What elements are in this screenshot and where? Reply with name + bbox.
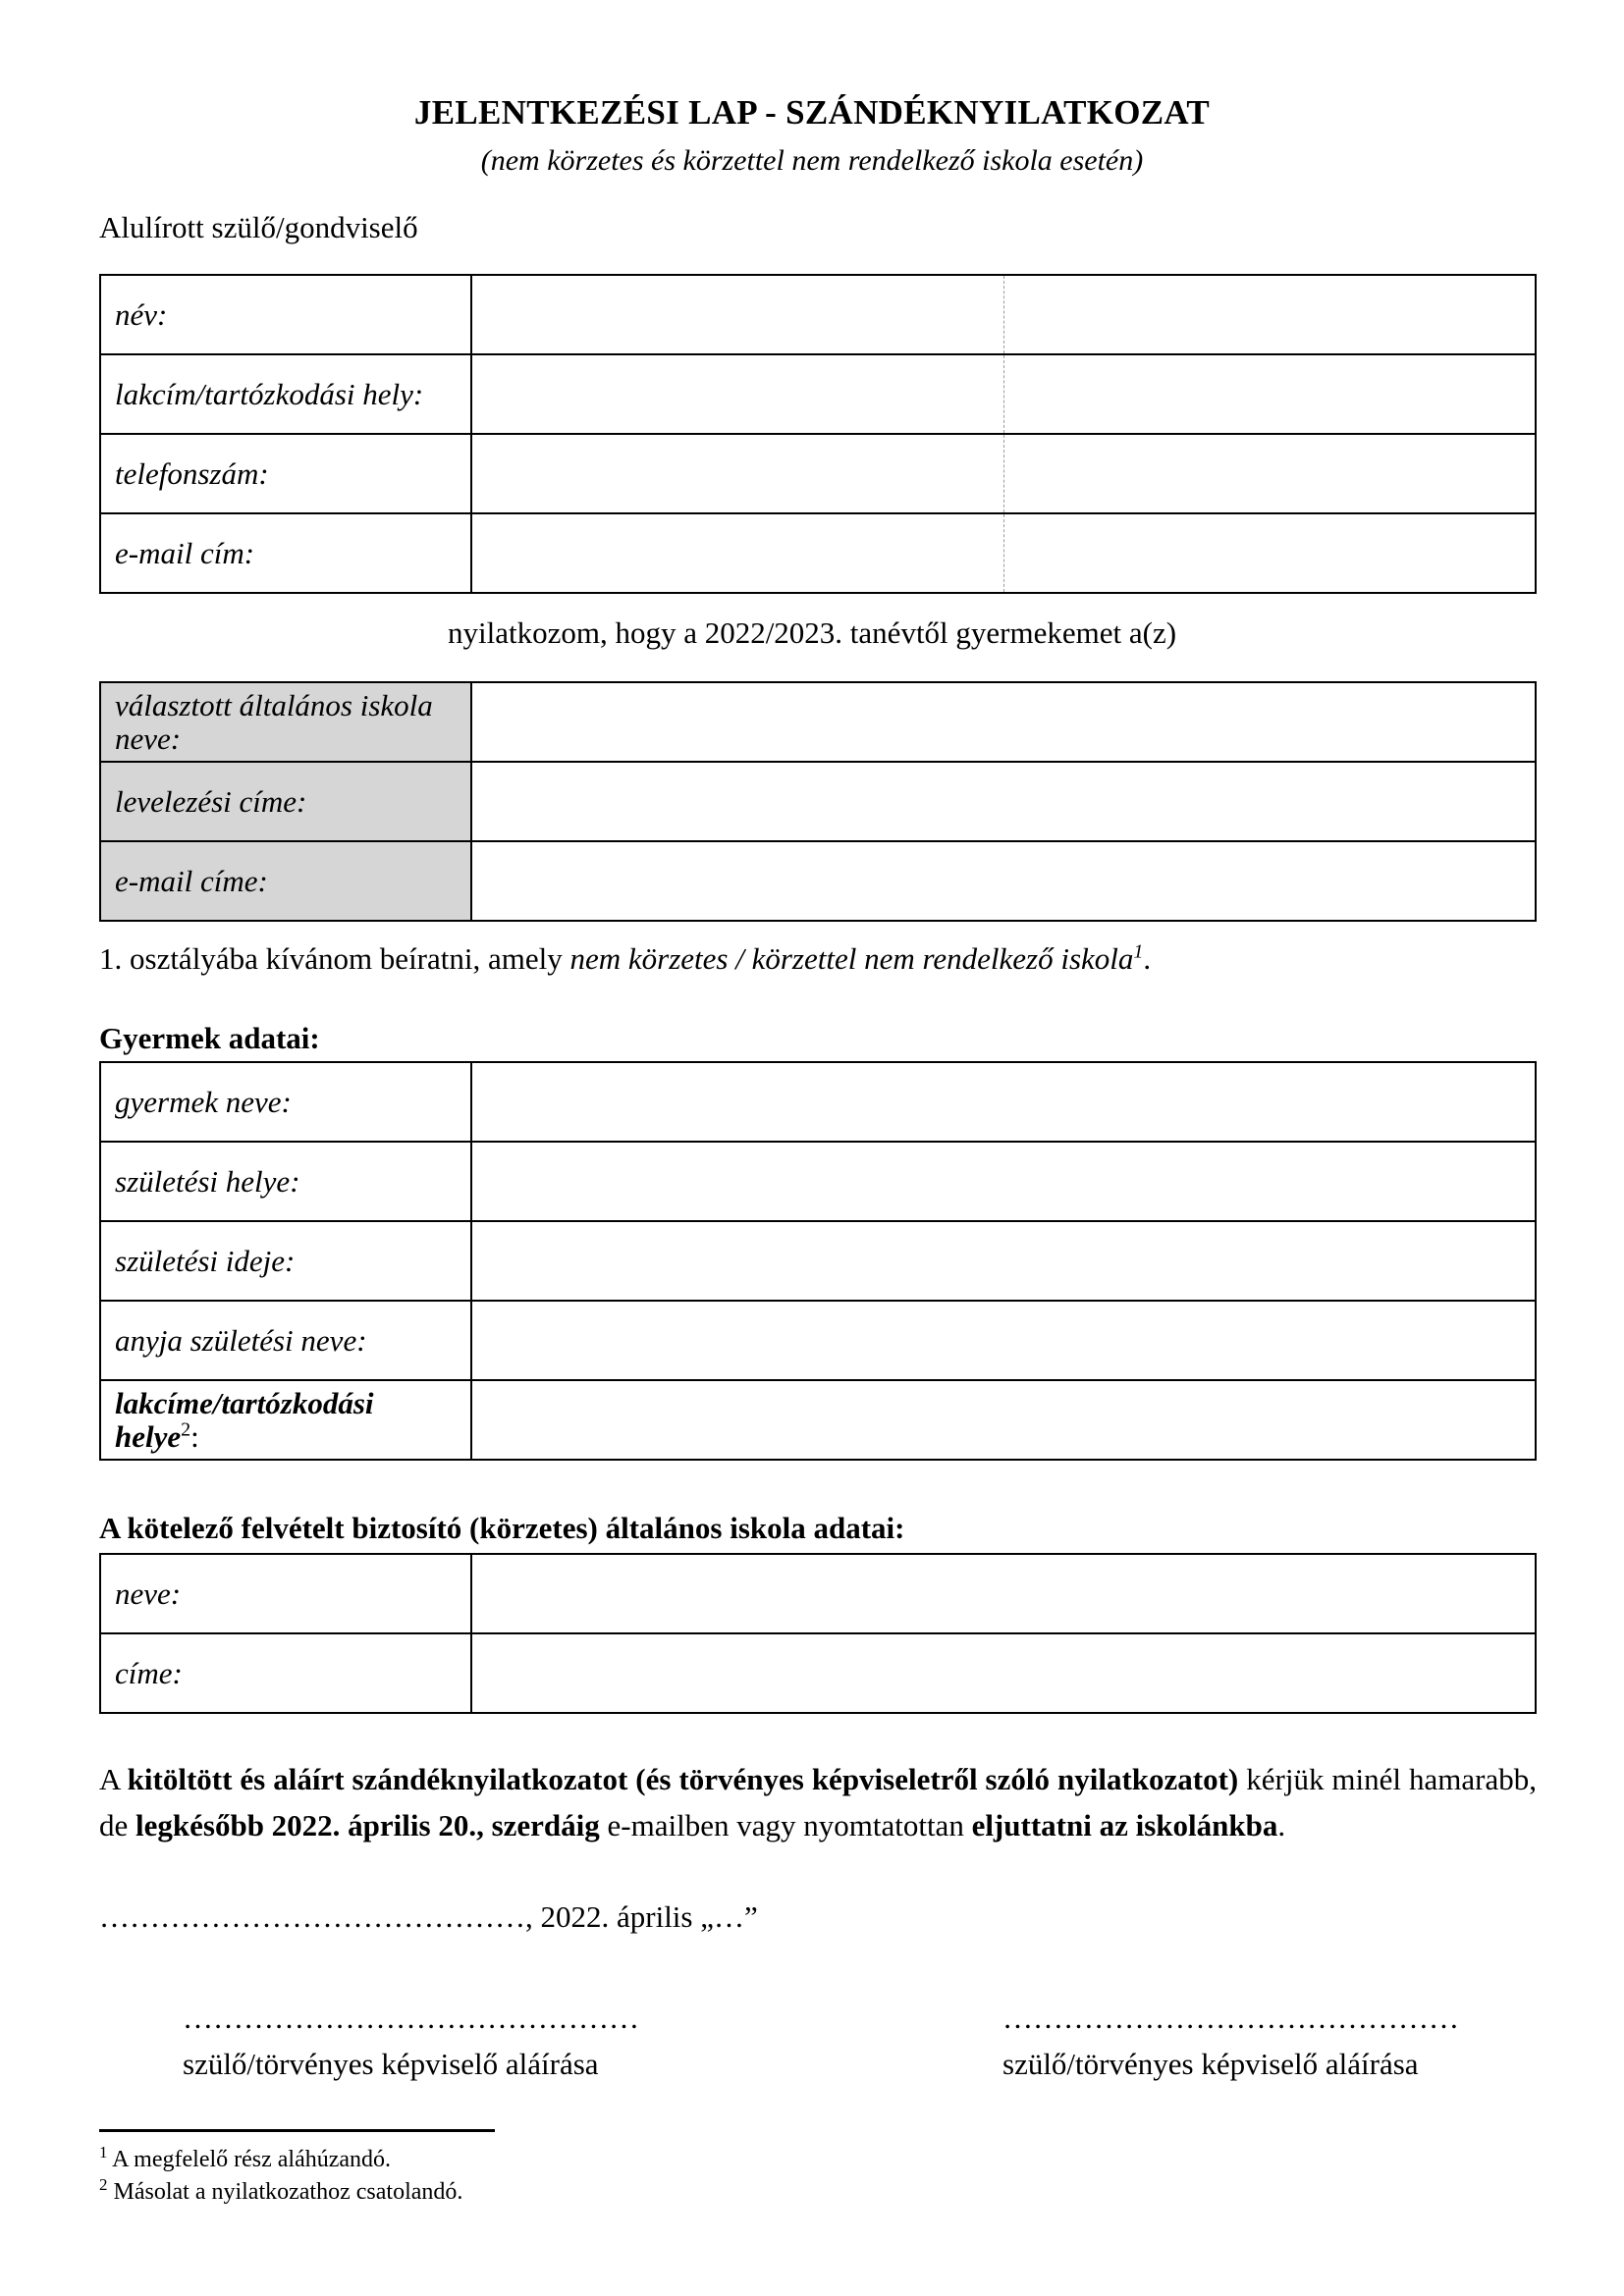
submission-notice (99, 1756, 1537, 1848)
table-row (100, 1062, 1536, 1142)
parent-address-label: lakcím/tartózkodási hely: (100, 354, 471, 434)
parent-table (99, 274, 1537, 594)
district-school-heading: A kötelező felvételt biztosító (körzetes) általános iskola adatai: (99, 1511, 905, 1545)
school-email-label: e-mail címe: (100, 841, 471, 921)
footnote-divider (99, 2129, 495, 2132)
district-school-table (99, 1553, 1537, 1714)
school-postal-label: levelezési címe: (100, 762, 471, 841)
notice-text: . (1277, 1808, 1286, 1842)
child-heading: Gyermek adatai: (99, 1021, 320, 1055)
footnote-2-mark: 2 (99, 2175, 108, 2194)
signature-line-1: ……………………………………… (183, 2001, 639, 2035)
enroll-text: 1. osztályába kívánom beíratni, amely (99, 941, 570, 976)
child-address-colon: : (190, 1418, 199, 1454)
table-row (100, 762, 1536, 841)
school-name-field[interactable] (471, 682, 1536, 762)
notice-deadline: legkésőbb 2022. április 20., szerdáig (135, 1808, 600, 1842)
enroll-statement (99, 940, 1151, 978)
parent-email-field-1[interactable] (471, 513, 1003, 593)
table-row (100, 275, 1536, 354)
table-row (100, 1554, 1536, 1633)
child-name-field[interactable] (471, 1062, 1536, 1142)
notice-text: e-mailben vagy nyomtatottan (599, 1808, 972, 1842)
table-row (100, 1633, 1536, 1713)
notice-text: A (99, 1762, 128, 1796)
table-row (100, 434, 1536, 513)
parent-address-field-1[interactable] (471, 354, 1003, 434)
district-school-address-label: címe: (100, 1633, 471, 1713)
footnote-1 (99, 2143, 392, 2173)
child-birthdate-field[interactable] (471, 1221, 1536, 1301)
school-email-field[interactable] (471, 841, 1536, 921)
table-row (100, 1142, 1536, 1221)
child-mother-name-label: anyja születési neve: (100, 1301, 471, 1380)
school-name-label: választott általános iskola neve: (100, 682, 471, 762)
child-address-field[interactable] (471, 1380, 1536, 1460)
footnote-ref-1: 1 (1133, 940, 1144, 963)
parent-email-field-2[interactable] (1003, 513, 1536, 593)
parent-name-field-1[interactable] (471, 275, 1003, 354)
table-row (100, 1380, 1536, 1460)
district-school-address-field[interactable] (471, 1633, 1536, 1713)
table-row (100, 682, 1536, 762)
parent-name-label: név: (100, 275, 471, 354)
signature-label-2: szülő/törvényes képviselő aláírása (1002, 2047, 1419, 2081)
parent-phone-field-2[interactable] (1003, 434, 1536, 513)
child-mother-name-field[interactable] (471, 1301, 1536, 1380)
footnote-1-text: A megfelelő rész aláhúzandó. (107, 2147, 392, 2172)
footnote-2 (99, 2175, 463, 2206)
enroll-period: . (1143, 941, 1152, 976)
child-address-label-text: lakcíme/tartózkodási helye (115, 1385, 374, 1454)
child-birthplace-field[interactable] (471, 1142, 1536, 1221)
parent-name-field-2[interactable] (1003, 275, 1536, 354)
date-line: ……………………………………, 2022. április „…” (99, 1899, 758, 1934)
table-row (100, 1221, 1536, 1301)
notice-text: kérjük minél hamarabb, de (99, 1762, 1537, 1842)
table-row (100, 354, 1536, 434)
school-postal-field[interactable] (471, 762, 1536, 841)
signature-label-1: szülő/törvényes képviselő aláírása (183, 2047, 599, 2081)
table-row (100, 841, 1536, 921)
table-row (100, 1301, 1536, 1380)
footnote-ref-2: 2 (181, 1418, 191, 1441)
child-birthplace-label: születési helye: (100, 1142, 471, 1221)
page-subtitle: (nem körzetes és körzettel nem rendelkező iskola esetén) (480, 144, 1144, 177)
parent-intro: Alulírott szülő/gondviselő (99, 210, 418, 244)
footnote-1-mark: 1 (99, 2143, 108, 2162)
declaration-text: nyilatkozom, hogy a 2022/2023. tanévtől gyermekemet a(z) (447, 615, 1177, 650)
notice-bold-document: kitöltött és aláírt szándéknyilatkozatot (és törvényes képviseletről szóló nyilatkozatot) (127, 1762, 1239, 1796)
school-table (99, 681, 1537, 922)
parent-phone-field-1[interactable] (471, 434, 1003, 513)
child-address-label (100, 1380, 471, 1460)
child-table (99, 1061, 1537, 1461)
notice-bold-destination: eljuttatni az iskolánkba (971, 1808, 1278, 1842)
parent-phone-label: telefonszám: (100, 434, 471, 513)
page-title: JELENTKEZÉSI LAP - SZÁNDÉKNYILATKOZAT (413, 93, 1211, 132)
enroll-school-type: nem körzetes / körzettel nem rendelkező iskola (569, 941, 1134, 976)
district-school-name-label: neve: (100, 1554, 471, 1633)
child-name-label: gyermek neve: (100, 1062, 471, 1142)
parent-address-field-2[interactable] (1003, 354, 1536, 434)
table-row (100, 513, 1536, 593)
signature-line-2: ……………………………………… (1002, 2001, 1459, 2035)
parent-email-label: e-mail cím: (100, 513, 471, 593)
child-birthdate-label: születési ideje: (100, 1221, 471, 1301)
district-school-name-field[interactable] (471, 1554, 1536, 1633)
footnote-2-text: Másolat a nyilatkozathoz csatolandó. (107, 2179, 463, 2205)
